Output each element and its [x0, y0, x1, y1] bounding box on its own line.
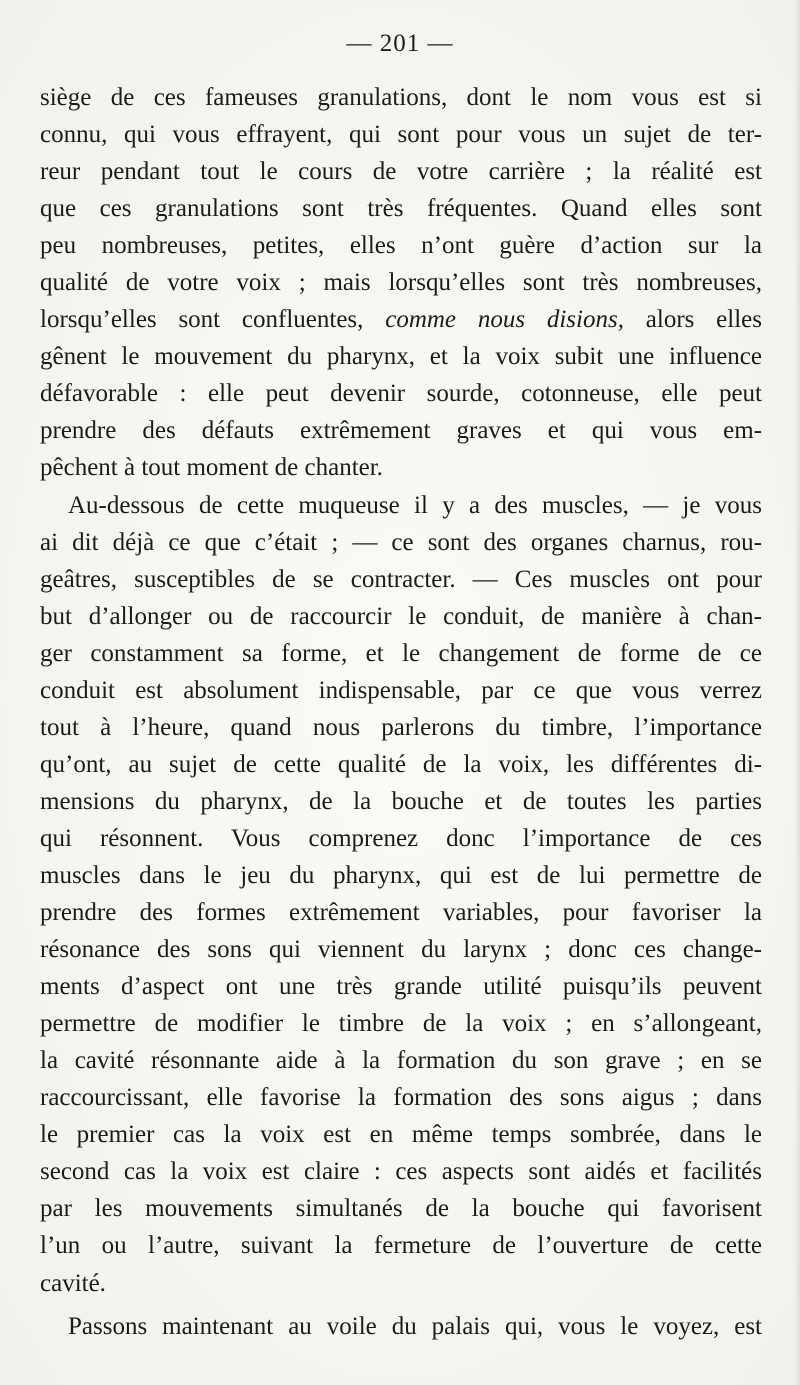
- text-line: résonance des sons qui viennent du larynx ; donc ces change-: [40, 936, 762, 964]
- text-line: ments d’aspect ont une très grande utilité puisqu’ils peuvent: [40, 973, 762, 1001]
- paragraph-1: [40, 79, 762, 487]
- text-line: conduit est absolument indispensable, par ce que vous verrez: [40, 676, 762, 704]
- text-line: que ces granulations sont très fréquentes. Quand elles sont: [40, 195, 762, 223]
- text-line: qui résonnent. Vous comprenez donc l’importance de ces: [40, 824, 762, 852]
- text-line: gênent le mouvement du pharynx, et la voix subit une influence: [40, 343, 762, 371]
- text-line: but d’allonger ou de raccourcir le conduit, de manière à chan-: [40, 602, 762, 630]
- text-line: la cavité résonnante aide à la formation du son grave ; en se: [40, 1047, 762, 1075]
- text-line: reur pendant tout le cours de votre carrière ; la réalité est: [40, 158, 762, 186]
- text-line: cavité.: [40, 1269, 106, 1297]
- text-line: peu nombreuses, petites, elles n’ont guère d’action sur la: [40, 232, 762, 260]
- text-line: second cas la voix est claire : ces aspects sont aidés et facilités: [40, 1158, 762, 1186]
- text-line: l’un ou l’autre, suivant la fermeture de l’ouverture de cette: [40, 1232, 762, 1260]
- text-line: siège de ces fameuses granulations, dont le nom vous est si: [40, 84, 762, 111]
- text-line: pêchent à tout moment de chanter.: [40, 454, 383, 482]
- text-body: [40, 79, 762, 1345]
- text-line: geâtres, susceptibles de se contracter. — Ces muscles ont pour: [40, 565, 762, 593]
- paragraph-3: [40, 1308, 762, 1345]
- page-number: — 201 —: [346, 30, 454, 57]
- text-line: défavorable : elle peut devenir sourde, cotonneuse, elle peut: [40, 380, 762, 408]
- paragraph-2: [40, 487, 762, 1302]
- text-line: ger constamment sa forme, et le changement de forme de ce: [40, 639, 762, 667]
- text-line: permettre de modifier le timbre de la voix ; en s’allongeant,: [40, 1010, 762, 1038]
- text-segment: lorsqu’elles sont confluentes,: [40, 306, 364, 334]
- text-line: tout à l’heure, quand nous parlerons du timbre, l’importance: [40, 713, 762, 741]
- text-line: muscles dans le jeu du pharynx, qui est de lui permettre de: [40, 861, 762, 889]
- italic-phrase: comme nous disions,: [385, 306, 624, 334]
- text-line: prendre des défauts extrêmement graves et qui vous em-: [40, 417, 762, 445]
- text-line: Au-dessous de cette muqueuse il y a des muscles, — je vous: [68, 491, 762, 519]
- text-line: le premier cas la voix est en même temps sombrée, dans le: [40, 1121, 762, 1149]
- text-line: Passons maintenant au voile du palais qui, vous le voyez, est: [68, 1312, 762, 1340]
- text-line: prendre des formes extrêmement variables, pour favoriser la: [40, 899, 762, 927]
- text-line: ai dit déjà ce que c’était ; — ce sont des organes charnus, rou-: [40, 528, 762, 556]
- text-segment: alors elles: [645, 306, 762, 334]
- scan-edge-shadow: [794, 0, 800, 1385]
- text-line-with-italic: [40, 301, 762, 338]
- text-line: connu, qui vous effrayent, qui sont pour vous un sujet de ter-: [40, 121, 762, 149]
- text-line: mensions du pharynx, de la bouche et de toutes les parties: [40, 787, 762, 815]
- text-line: raccourcissant, elle favorise la formation des sons aigus ; dans: [40, 1084, 762, 1112]
- text-line: qu’ont, au sujet de cette qualité de la voix, les différentes di-: [40, 750, 762, 778]
- text-line: qualité de votre voix ; mais lorsqu’elles sont très nombreuses,: [40, 269, 762, 297]
- text-line: par les mouvements simultanés de la bouche qui favorisent: [40, 1195, 762, 1223]
